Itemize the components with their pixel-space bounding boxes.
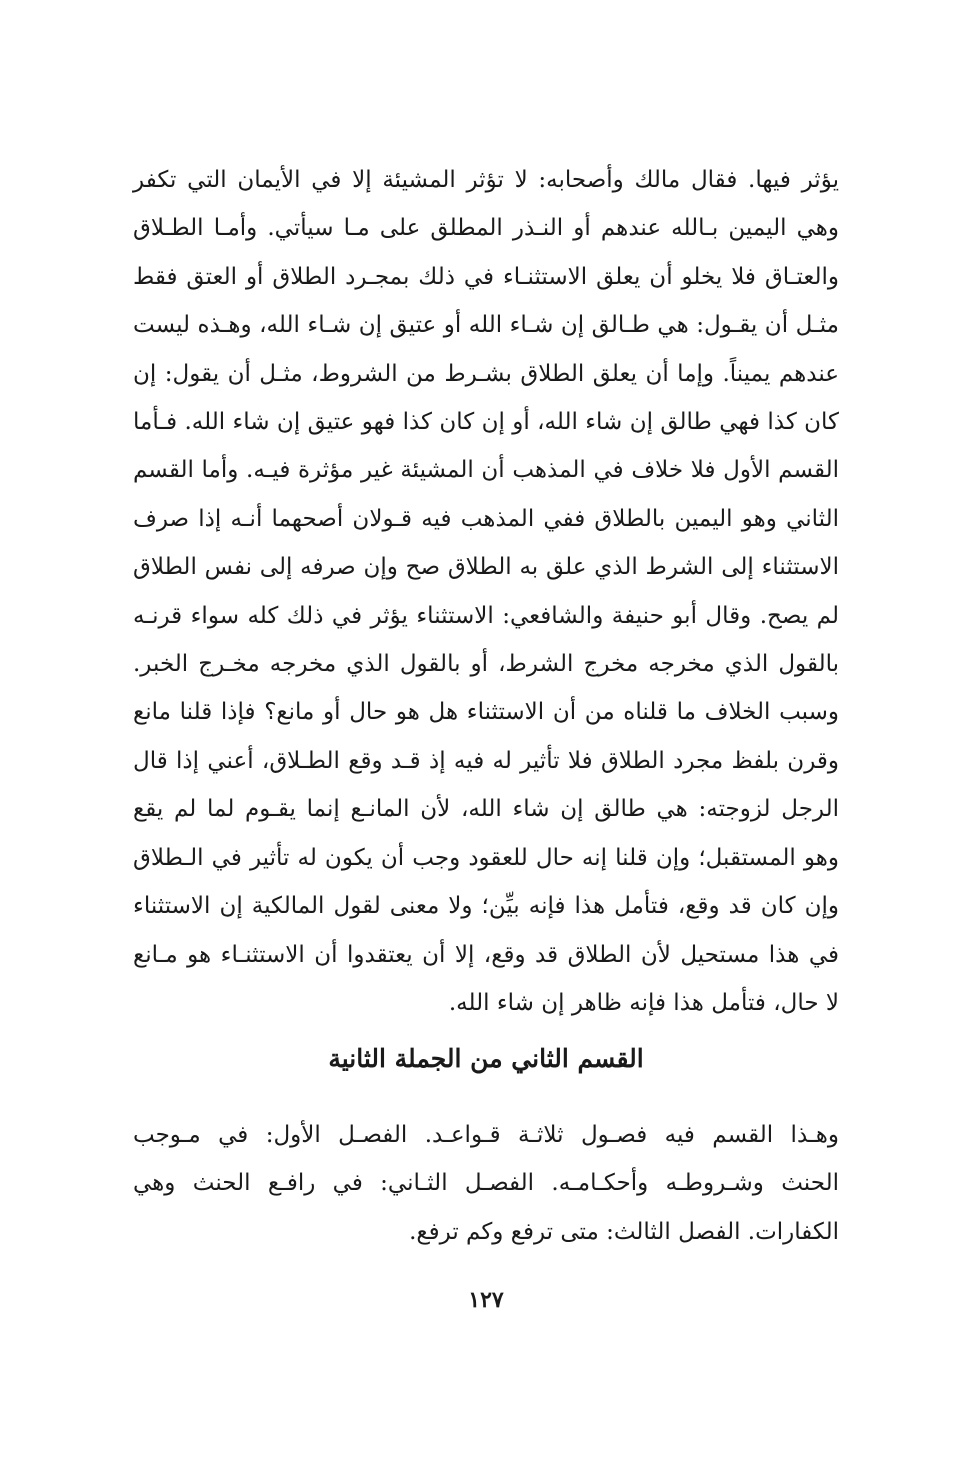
text-line: بالقول الذي مخرجه مخرج الشرط، أو بالقول الذي مخرجه مخـرج الخبر. <box>133 651 839 678</box>
text-line: وسبب الخلاف ما قلناه من أن الاستثناء هل هو حال أو مانع؟ فإذا قلنا مانع <box>133 699 839 726</box>
text-line: الرجل لزوجته: هي طالق إن شاء الله، لأن المانـع إنما يقـوم لما لم يقع <box>133 796 839 823</box>
text-line: وقرن بلفظ مجرد الطلاق فلا تأثير له فيه إذ قـد وقع الطـلاق، أعني إذا قال <box>133 747 839 774</box>
body-paragraph <box>133 156 839 1027</box>
text-line: لا حال، فتأمل هذا فإنه ظاهر إن شاء الله. <box>448 989 839 1016</box>
text-line: وإن كان قد وقع، فتأمل هذا فإنه بيِّن؛ ولا معنى لقول المالكية إن الاستثناء <box>133 893 839 920</box>
section-heading: القسم الثاني من الجملة الثانية <box>328 1044 644 1073</box>
text-line: كان كذا فهي طالق إن شاء الله، أو إن كان كذا فهو عتيق إن شاء الله. فـأما <box>133 409 839 436</box>
text-line: يؤثر فيها. فقال مالك وأصحابه: لا تؤثر المشيئة إلا في الأيمان التي تكفر <box>133 167 839 193</box>
text-line: وهي اليمين بـالله عندهم أو النـذر المطلق على مـا سيأتي. وأمـا الطـلاق <box>133 215 839 242</box>
text-line: لم يصح. وقال أبو حنيفة والشافعي: الاستثناء يؤثر في ذلك كله سواء قرنـه <box>133 602 839 629</box>
text-line: الثاني وهو اليمين بالطلاق ففي المذهب فيه قـولان أصحهما أنـه إذا صرف <box>133 505 839 532</box>
text-line: الكفارات. الفصل الثالث: متى ترفع وكم ترفع. <box>409 1218 839 1245</box>
text-line: مثـل أن يقـول: هي طـالق إن شـاء الله أو عتيق إن شـاء الله، وهـذه ليست <box>133 312 839 339</box>
text-line: وهـذا القسم فيه فصـول ثلاثـة قـواعـد. الفصـل الأول: في مـوجب <box>133 1122 839 1148</box>
section-paragraph <box>133 1111 839 1256</box>
text-line: عندهم يميناً. وإما أن يعلق الطلاق بشـرط من الشروط، مثـل أن يقول: إن <box>133 360 839 387</box>
text-line: الاستثناء إلى الشرط الذي علق به الطلاق صح وإن صرفه إلى نفس الطلاق <box>133 554 839 581</box>
text-line: وهو المستقبل؛ وإن قلنا إنه حال للعقود وجب أن يكون له تأثير في الـطلاق <box>133 844 839 871</box>
text-line: القسم الأول فلا خلاف في المذهب أن المشيئة غير مؤثرة فيـه. وأما القسم <box>133 457 839 484</box>
page-number: ١٢٧ <box>468 1287 504 1313</box>
text-line: والعتـاق فلا يخلو أن يعلق الاستثنـاء في ذلك بمجـرد الطلاق أو العتق فقط <box>133 263 839 290</box>
text-line: في هذا مستحيل لأن الطلاق قد وقع، إلا أن يعتقدوا أن الاستثنـاء هو مـانع <box>133 941 839 968</box>
text-line: الحنث وشـروطـه وأحكـامـه. الفصـل الثـاني: في رافـع الحنث وهي <box>133 1170 839 1197</box>
